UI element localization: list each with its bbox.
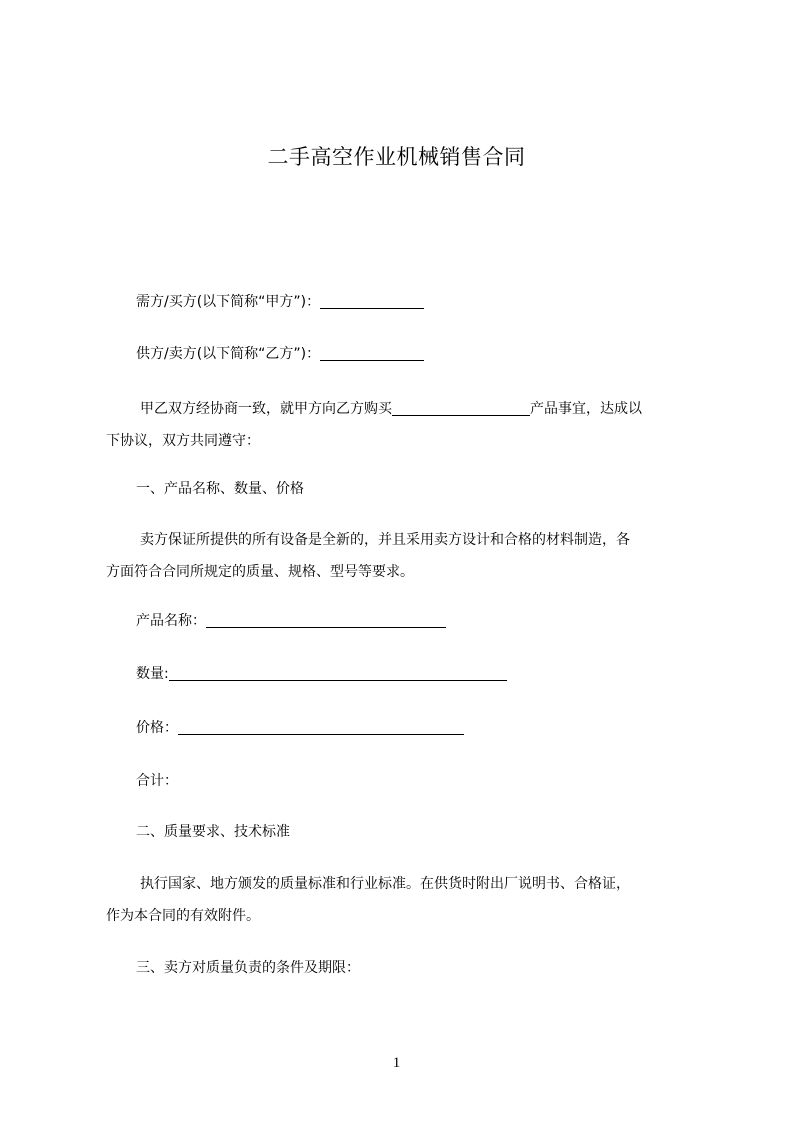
quantity-blank[interactable] <box>169 665 507 681</box>
buyer-label: 需方/买方(以下简称“甲方”)： <box>136 294 321 310</box>
intro-text-3: 下协议，双方共同遵守： <box>106 433 260 449</box>
buyer-blank[interactable] <box>320 293 424 309</box>
contract-title: 二手高空作业机械销售合同 <box>267 145 526 169</box>
quantity-label: 数量: <box>136 666 169 682</box>
seller-blank[interactable] <box>320 345 424 361</box>
price-label: 价格： <box>136 720 178 736</box>
section2-paragraph <box>106 868 706 932</box>
price-blank[interactable] <box>178 719 464 735</box>
seller-line <box>136 344 424 364</box>
buyer-line <box>136 292 424 312</box>
section1-para-line1: 卖方保证所提供的所有设备是全新的，并且采用卖方设计和合格的材料制造，各 <box>140 532 630 548</box>
total-label: 合计： <box>136 773 178 789</box>
intro-text-1: 甲乙双方经协商一致，就甲方向乙方购买 <box>140 401 392 417</box>
seller-label: 供方/卖方(以下简称“乙方”)： <box>136 346 321 362</box>
section1-paragraph <box>106 524 706 588</box>
page-number: 1 <box>392 1055 401 1071</box>
quantity-line <box>136 664 507 684</box>
section1-para-line2: 方面符合合同所规定的质量、规格、型号等要求。 <box>106 564 414 580</box>
product-name-label: 产品名称： <box>136 613 206 629</box>
product-name-blank[interactable] <box>206 612 446 628</box>
intro-paragraph <box>106 393 706 457</box>
intro-text-2: 产品事宜，达成以 <box>530 401 642 417</box>
section2-para-line1: 执行国家、地方颁发的质量标准和行业标准。在供货时附出厂说明书、合格证， <box>140 876 630 892</box>
section2-para-line2: 作为本合同的有效附件。 <box>106 908 260 924</box>
price-line <box>136 718 464 738</box>
section1-heading: 一、产品名称、数量、价格 <box>136 481 304 497</box>
product-purchase-blank[interactable] <box>392 400 530 416</box>
product-name-line <box>136 611 446 631</box>
section3-heading: 三、卖方对质量负责的条件及期限： <box>136 960 360 976</box>
section2-heading: 二、质量要求、技术标准 <box>136 824 290 840</box>
